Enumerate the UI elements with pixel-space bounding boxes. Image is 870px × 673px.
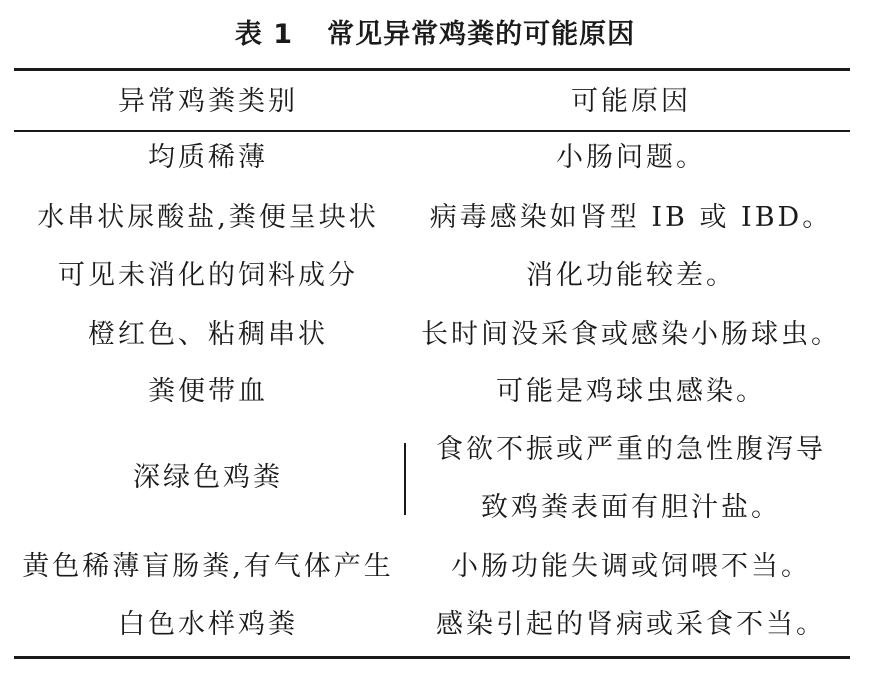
row-category: 粪便带血	[148, 376, 268, 407]
row-category: 水串状尿酸盐,粪便呈块状	[37, 202, 379, 233]
row-cause: 长时间没采食或感染小肠球虫。	[421, 319, 841, 350]
row-cause: 小肠功能失调或饲喂不当。	[451, 551, 811, 582]
row-cause: 小肠问题。	[556, 142, 706, 173]
row-cause-continued: 致鸡粪表面有胆汁盐。	[481, 492, 781, 523]
header-category: 异常鸡粪类别	[118, 86, 298, 117]
row-category: 黄色稀薄盲肠粪,有气体产生	[22, 551, 394, 582]
row-category: 深绿色鸡粪	[133, 462, 283, 493]
row-cause: 食欲不振或严重的急性腹泻导	[436, 434, 826, 465]
row-cause: 消化功能较差。	[526, 260, 736, 291]
row-category: 均质稀薄	[148, 142, 268, 173]
header-cause: 可能原因	[571, 86, 691, 117]
row-divider	[404, 443, 406, 515]
row-category: 可见未消化的饲料成分	[58, 260, 358, 291]
table-header-rule	[14, 130, 850, 132]
row-cause: 病毒感染如肾型 IB 或 IBD。	[429, 202, 833, 233]
table-caption-title: 常见异常鸡粪的可能原因	[327, 19, 636, 50]
row-cause: 可能是鸡球虫感染。	[496, 376, 766, 407]
row-cause: 感染引起的肾病或采食不当。	[436, 609, 826, 640]
table-caption-number: 表 1	[234, 19, 294, 50]
row-category: 橙红色、粘稠串状	[88, 319, 328, 350]
row-category: 白色水样鸡粪	[118, 609, 298, 640]
table-caption	[0, 18, 870, 52]
table-top-rule	[14, 68, 850, 71]
table-bottom-rule	[14, 656, 850, 659]
